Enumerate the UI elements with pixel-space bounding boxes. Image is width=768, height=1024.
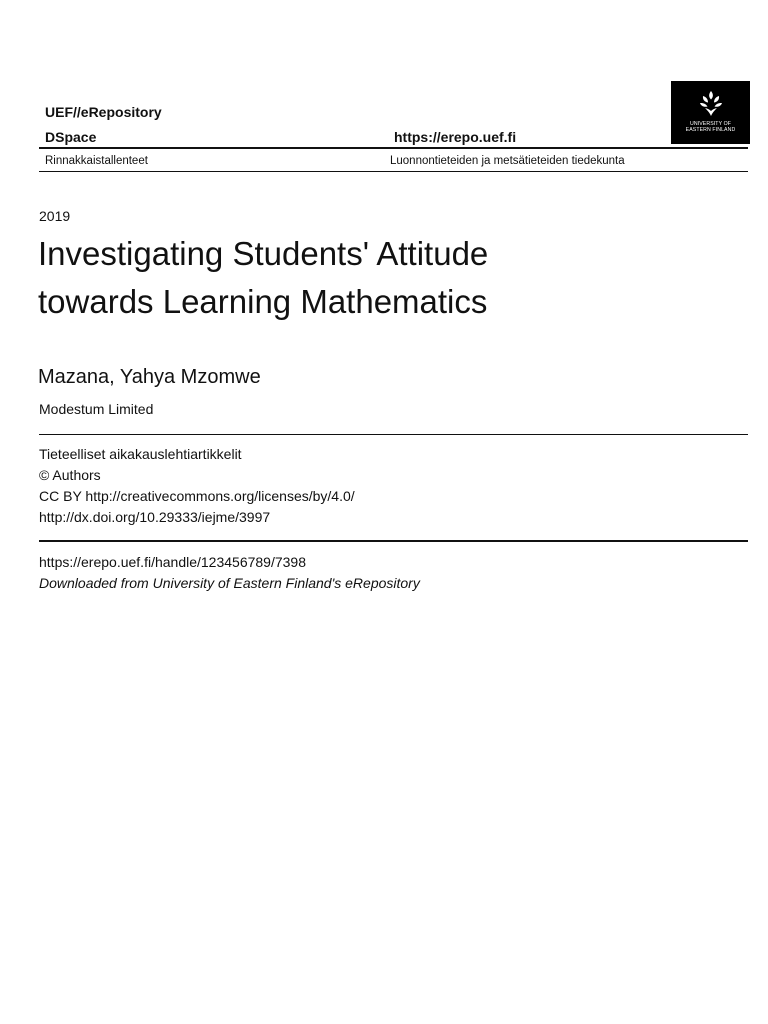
- platform-name: DSpace: [45, 129, 97, 145]
- license-link[interactable]: CC BY http://creativecommons.org/licenses/by/4.0/: [39, 488, 355, 504]
- logo-line-1: UNIVERSITY OF: [690, 121, 731, 127]
- publisher-name: Modestum Limited: [39, 401, 154, 417]
- header-divider-top: [39, 147, 748, 149]
- download-source-note: Downloaded from University of Eastern Finland's eRepository: [39, 575, 420, 591]
- footer-divider: [39, 540, 748, 542]
- repository-name: UEF//eRepository: [45, 104, 162, 120]
- university-logo: [671, 81, 750, 144]
- faculty-name: Luonnontieteiden ja metsätieteiden tiedekunta: [390, 155, 625, 167]
- logo-line-2: EASTERN FINLAND: [685, 127, 736, 133]
- collection-name: Rinnakkaistallenteet: [45, 155, 148, 167]
- repository-url-link[interactable]: https://erepo.uef.fi: [394, 129, 517, 145]
- rights-statement: © Authors: [39, 467, 101, 483]
- uef-logo-icon: [696, 88, 726, 118]
- header-divider-bottom: [39, 171, 748, 172]
- doi-link[interactable]: http://dx.doi.org/10.29333/iejme/3997: [39, 509, 271, 525]
- handle-link[interactable]: https://erepo.uef.fi/handle/123456789/7398: [39, 554, 306, 570]
- publication-year: 2019: [39, 208, 71, 224]
- author-name: Mazana, Yahya Mzomwe: [38, 366, 261, 388]
- publication-type: Tieteelliset aikakauslehtiartikkelit: [39, 446, 242, 462]
- article-title-line-2: towards Learning Mathematics: [38, 283, 488, 320]
- metadata-divider: [39, 434, 748, 435]
- article-title-line-1: Investigating Students' Attitude: [38, 235, 489, 272]
